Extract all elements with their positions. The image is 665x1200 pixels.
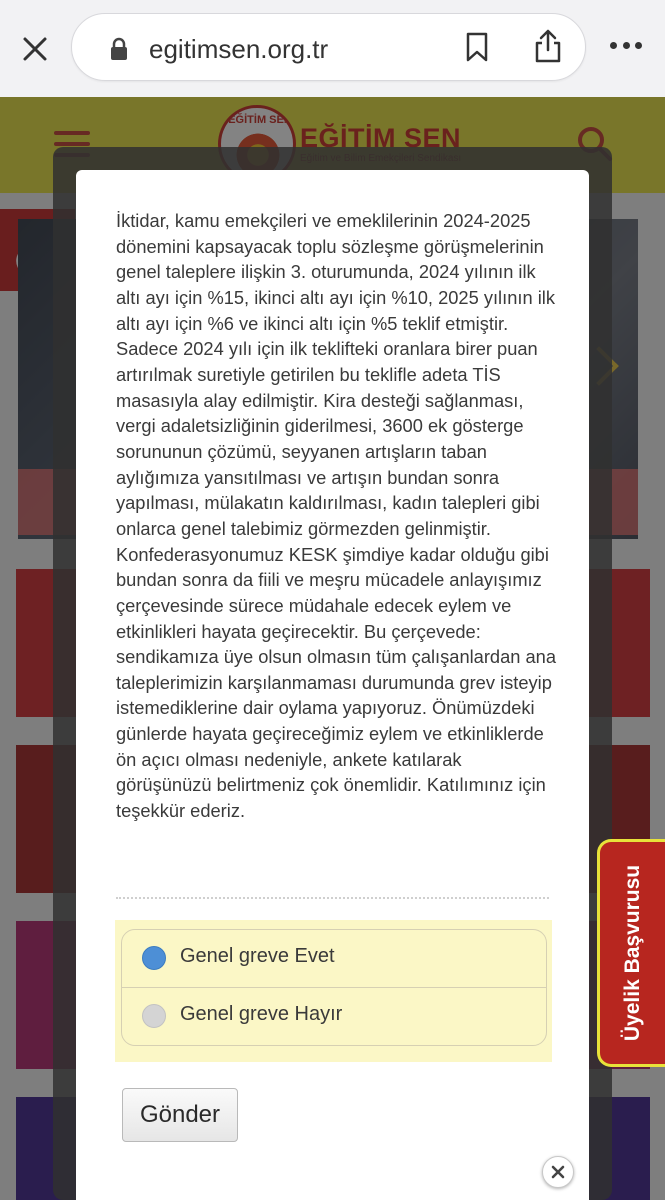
poll-option-yes[interactable] xyxy=(122,930,546,988)
submit-button[interactable]: Gönder xyxy=(122,1088,238,1142)
poll-option-label: Genel greve Evet xyxy=(180,945,335,967)
bookmark-icon[interactable] xyxy=(464,32,490,62)
membership-tab-label: Üyelik Başvurusu xyxy=(620,864,644,1042)
browser-toolbar xyxy=(0,0,665,97)
radio-selected[interactable] xyxy=(142,946,166,970)
poll-description: İktidar, kamu emekçileri ve emeklilerinin 2024-2025 dönemini kapsayacak toplu sözleşme görüşmelerinin genel taleplere ilişkin 3. oturumunda, 2024 yılının ilk altı ayı için %15, ikinci altı ayı için %10, 2025 yılının ilk altı ayı için %6 ve ikinci altı için %5 teklif etmiştir. Sadece 2024 yılı için ilk teklifteki oranlara birer puan artırılmak suretiyle getirilen bu teklifle adeta TİS masasıyla alay edilmiştir. Kira desteği sağlanması, vergi adaletsizliğinin giderilmesi, 3600 ek gösterge sorununun çözümü, seyyanen artışların taban aylığımıza yansıtılması ve artışın bundan sonra yapılması, mülakatın kaldırılması, kadın talepleri gibi onlarca genel talebimiz görmezden gelinmiştir. Konfederasyonumuz KESK şimdiye kadar olduğu gibi bundan sonra da fiili ve meşru mücadele anlayışımız çerçevesinde sürece müdahale edecek eylem ve etkinlikleri hayata geçirecektir. Bu çerçevede: sendikamıza üye olsun olmasın tüm çalışanlardan ana taleplerimizin karşılanmaması durumunda grev isteyip istemediklerine dair oylama yapıyoruz. Önümüzdeki günlerde hayata geçireceğimiz eylem ve etkinliklerde ön açıcı olması nedeniyle, ankete katılarak görüşünüzü belirtmeniz çok önemlidir. Katılımınız için teşekkür ederiz. xyxy=(116,210,557,822)
membership-application-tab[interactable] xyxy=(597,839,665,1067)
poll-popup xyxy=(76,170,589,1200)
poll-options-list xyxy=(121,929,547,1046)
popup-close-icon[interactable] xyxy=(542,1156,574,1188)
more-icon[interactable] xyxy=(610,42,642,52)
divider xyxy=(116,897,549,899)
poll-options-container xyxy=(115,920,552,1062)
share-icon[interactable] xyxy=(532,28,564,64)
lock-icon xyxy=(109,37,129,61)
poll-option-no[interactable] xyxy=(122,988,546,1046)
radio-unselected[interactable] xyxy=(142,1004,166,1028)
poll-option-label: Genel greve Hayır xyxy=(180,1003,343,1025)
url-text: egitimsen.org.tr xyxy=(149,34,329,64)
close-icon[interactable] xyxy=(16,30,54,68)
address-bar[interactable] xyxy=(71,13,586,81)
